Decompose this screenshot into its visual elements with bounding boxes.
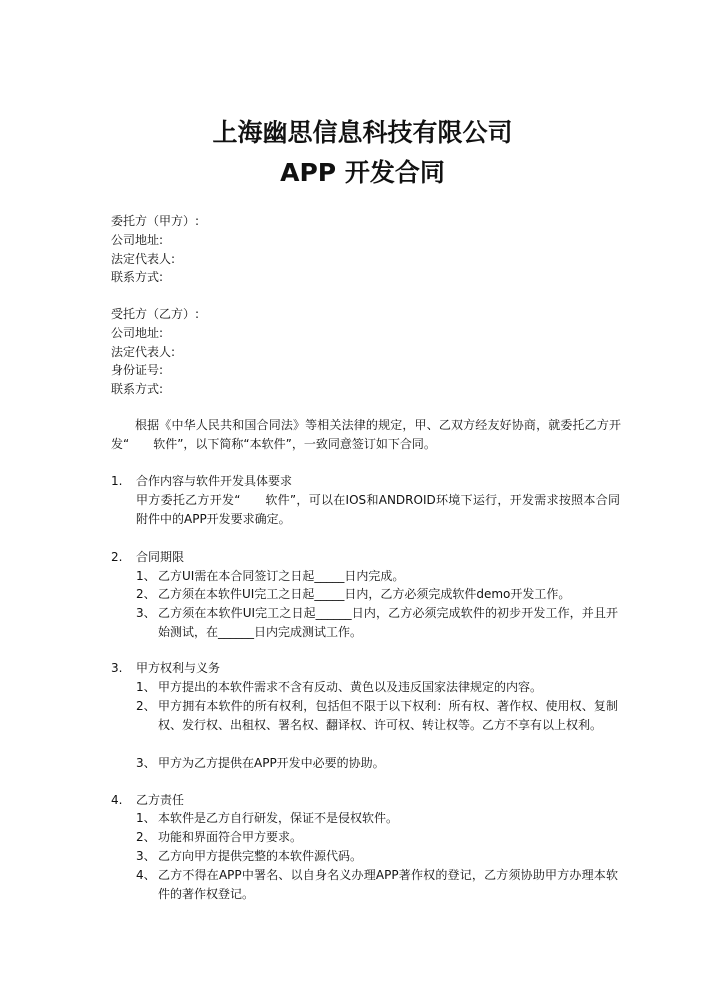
list-item: 本软件是乙方自行研发，保证不是侵权软件。 (158, 811, 399, 825)
list-item-number: 4、 (136, 868, 156, 882)
list-item-number: 1、 (136, 680, 156, 694)
list-item-number: 3、 (136, 606, 156, 620)
list-item-number: 2、 (136, 587, 156, 601)
section-title: 甲方权利与义务 (136, 661, 221, 675)
party-b-legal-rep: 法定代表人: (111, 345, 176, 359)
section-title: 合同期限 (136, 550, 185, 564)
party-a-contact: 联系方式: (111, 270, 164, 284)
party-a-label: 委托方（甲方）: (111, 214, 200, 228)
section-number: 2. (111, 550, 123, 564)
company-title: 上海幽思信息科技有限公司 (212, 118, 513, 147)
list-item: 功能和界面符合甲方要求。 (158, 830, 303, 844)
list-item-number: 1、 (136, 569, 156, 583)
party-b-label: 受托方（乙方）: (111, 307, 200, 321)
section-number: 1. (111, 474, 123, 488)
section-title: 合作内容与软件开发具体要求 (136, 474, 293, 488)
party-b-contact: 联系方式: (111, 382, 164, 396)
list-item-number: 2、 (136, 830, 156, 844)
party-a-legal-rep: 法定代表人: (111, 252, 176, 266)
section-number: 4. (111, 793, 123, 807)
section-number: 3. (111, 661, 123, 675)
contract-title: APP 开发合同 (280, 158, 445, 187)
list-item-number: 1、 (136, 811, 156, 825)
list-item: 甲方提出的本软件需求不含有反动、黄色以及违反国家法律规定的内容。 (158, 680, 543, 694)
party-a-address: 公司地址: (111, 233, 164, 247)
party-b-id-number: 身份证号: (111, 363, 164, 377)
list-item-number: 2、 (136, 699, 156, 713)
list-item: 乙方不得在APP中署名、以自身名义办理APP著作权的登记，乙方须协助甲方办理本软件的著作权登记。 (158, 868, 618, 901)
party-b-address: 公司地址: (111, 326, 164, 340)
list-item-number: 3、 (136, 756, 156, 770)
list-item: 乙方须在本软件UI完工之日起_____日内，乙方必须完成软件demo开发工作。 (158, 587, 571, 601)
list-item: 甲方为乙方提供在APP开发中必要的协助。 (158, 756, 385, 770)
list-item: 乙方UI需在本合同签订之日起_____日内完成。 (158, 569, 405, 583)
intro-paragraph: 根据《中华人民共和国合同法》等相关法律的规定，甲、乙双方经友好协商，就委托乙方开发“ 软件”，以下简称“本软件”，一致同意签订如下合同。 (111, 418, 621, 451)
list-item: 乙方向甲方提供完整的本软件源代码。 (158, 849, 363, 863)
section-body: 甲方委托乙方开发“ 软件”，可以在IOS和ANDROID环境下运行，开发需求按照本合同附件中的APP开发要求确定。 (136, 493, 620, 526)
section-title: 乙方责任 (136, 793, 185, 807)
list-item: 甲方拥有本软件的所有权利，包括但不限于以下权利：所有权、著作权、使用权、复制权、发行权、出租权、署名权、翻译权、许可权、转让权等。乙方不享有以上权利。 (158, 699, 618, 732)
list-item: 乙方须在本软件UI完工之日起______日内，乙方必须完成软件的初步开发工作，并且开始测试，在______日内完成测试工作。 (158, 606, 618, 639)
list-item-number: 3、 (136, 849, 156, 863)
